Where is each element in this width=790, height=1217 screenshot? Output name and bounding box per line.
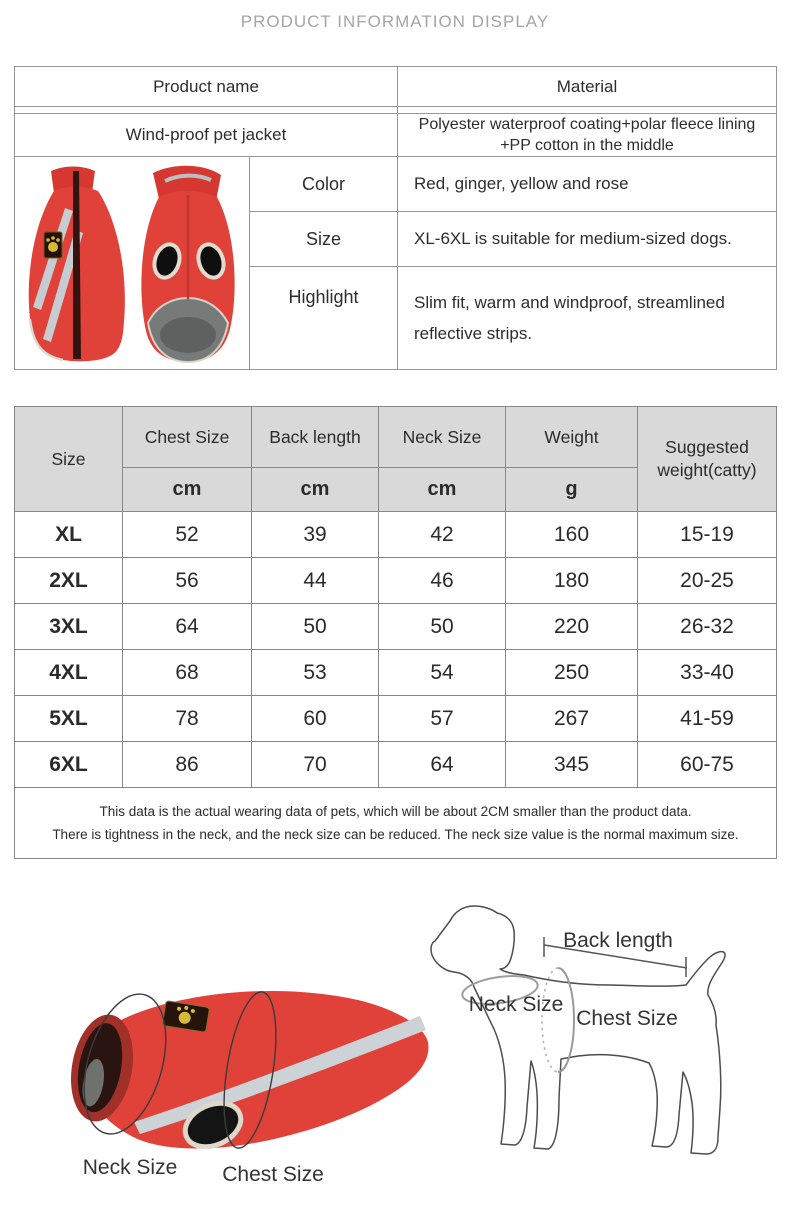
jacket-back-view	[141, 165, 234, 361]
cell-back: 39	[252, 512, 379, 558]
unit-chest: cm	[123, 468, 252, 512]
cell-size: 6XL	[15, 742, 123, 788]
cell-back: 70	[252, 742, 379, 788]
cell-weight: 250	[506, 650, 638, 696]
cell-size: XL	[15, 512, 123, 558]
note-line-2: There is tightness in the neck, and the neck size can be reduced. The neck size value is the normal maximum size.	[52, 827, 739, 842]
cell-chest: 64	[123, 604, 252, 650]
size-row-2xl	[15, 558, 777, 604]
value-highlight: Slim fit, warm and windproof, streamlined reflective strips.	[398, 267, 777, 370]
note-line-1: This data is the actual wearing data of pets, which will be about 2CM smaller than the product data.	[99, 804, 692, 819]
cell-weight: 267	[506, 696, 638, 742]
cell-size: 5XL	[15, 696, 123, 742]
col-header-suggested: Suggested weight(catty)	[638, 407, 777, 512]
product-photo-cell	[15, 157, 250, 370]
dog-back-length-label: Back length	[563, 929, 673, 952]
cell-chest: 56	[123, 558, 252, 604]
cell-neck: 46	[379, 558, 506, 604]
cell-back: 50	[252, 604, 379, 650]
page-title: PRODUCT INFORMATION DISPLAY	[240, 12, 550, 31]
jacket-body	[82, 991, 428, 1149]
cell-size: 2XL	[15, 558, 123, 604]
col-header-back: Back length	[252, 407, 379, 468]
cell-suggested: 33-40	[638, 650, 777, 696]
cell-chest: 68	[123, 650, 252, 696]
label-color: Color	[250, 157, 398, 212]
paw-logo	[44, 232, 62, 258]
size-chart-table	[14, 406, 777, 859]
unit-back: cm	[252, 468, 379, 512]
spacer-row	[15, 107, 777, 114]
col-header-size: Size	[15, 407, 123, 512]
cell-weight: 345	[506, 742, 638, 788]
col-header-weight: Weight	[506, 407, 638, 468]
size-row-4xl	[15, 650, 777, 696]
value-size: XL-6XL is suitable for medium-sized dogs.	[398, 212, 777, 267]
size-row-6xl	[15, 742, 777, 788]
cell-chest: 78	[123, 696, 252, 742]
cell-back: 44	[252, 558, 379, 604]
cell-neck: 57	[379, 696, 506, 742]
cell-weight: 220	[506, 604, 638, 650]
cell-size: 4XL	[15, 650, 123, 696]
product-photo	[15, 159, 248, 368]
label-size: Size	[250, 212, 398, 267]
cell-neck: 54	[379, 650, 506, 696]
size-row-xl	[15, 512, 777, 558]
dog-diagram	[430, 893, 790, 1193]
cell-material-value: Polyester waterproof coating+polar fleece lining +PP cotton in the middle	[398, 114, 777, 157]
jacket-neck-size-label: Neck Size	[82, 1156, 178, 1179]
cell-neck: 64	[379, 742, 506, 788]
col-header-chest: Chest Size	[123, 407, 252, 468]
cell-neck: 50	[379, 604, 506, 650]
cell-weight: 160	[506, 512, 638, 558]
cell-neck: 42	[379, 512, 506, 558]
jacket-chest-size-label: Chest Size	[222, 1163, 324, 1186]
cell-suggested: 15-19	[638, 512, 777, 558]
size-row-5xl	[15, 696, 777, 742]
cell-back: 60	[252, 696, 379, 742]
jacket-photo	[28, 976, 438, 1216]
size-chart-header-row	[15, 407, 777, 468]
product-name-row	[15, 114, 777, 157]
product-info-table	[14, 66, 777, 370]
value-color: Red, ginger, yellow and rose	[398, 157, 777, 212]
label-highlight: Highlight	[250, 267, 398, 370]
cell-suggested: 41-59	[638, 696, 777, 742]
unit-weight: g	[506, 468, 638, 512]
unit-neck: cm	[379, 468, 506, 512]
color-row	[15, 157, 777, 212]
cell-suggested: 60-75	[638, 742, 777, 788]
dog-neck-size-label: Neck Size	[468, 993, 564, 1016]
size-chart-note-row	[15, 788, 777, 859]
cell-back: 53	[252, 650, 379, 696]
cell-weight: 180	[506, 558, 638, 604]
cell-suggested: 26-32	[638, 604, 777, 650]
col-header-neck: Neck Size	[379, 407, 506, 468]
product-header-row	[15, 67, 777, 107]
header-material: Material	[398, 67, 777, 107]
jacket-front-view	[29, 166, 125, 361]
size-row-3xl	[15, 604, 777, 650]
cell-product-name: Wind-proof pet jacket	[15, 114, 398, 157]
cell-suggested: 20-25	[638, 558, 777, 604]
dog-chest-size-label: Chest Size	[576, 1007, 678, 1030]
cell-chest: 52	[123, 512, 252, 558]
cell-size: 3XL	[15, 604, 123, 650]
header-product-name: Product name	[15, 67, 398, 107]
cell-chest: 86	[123, 742, 252, 788]
